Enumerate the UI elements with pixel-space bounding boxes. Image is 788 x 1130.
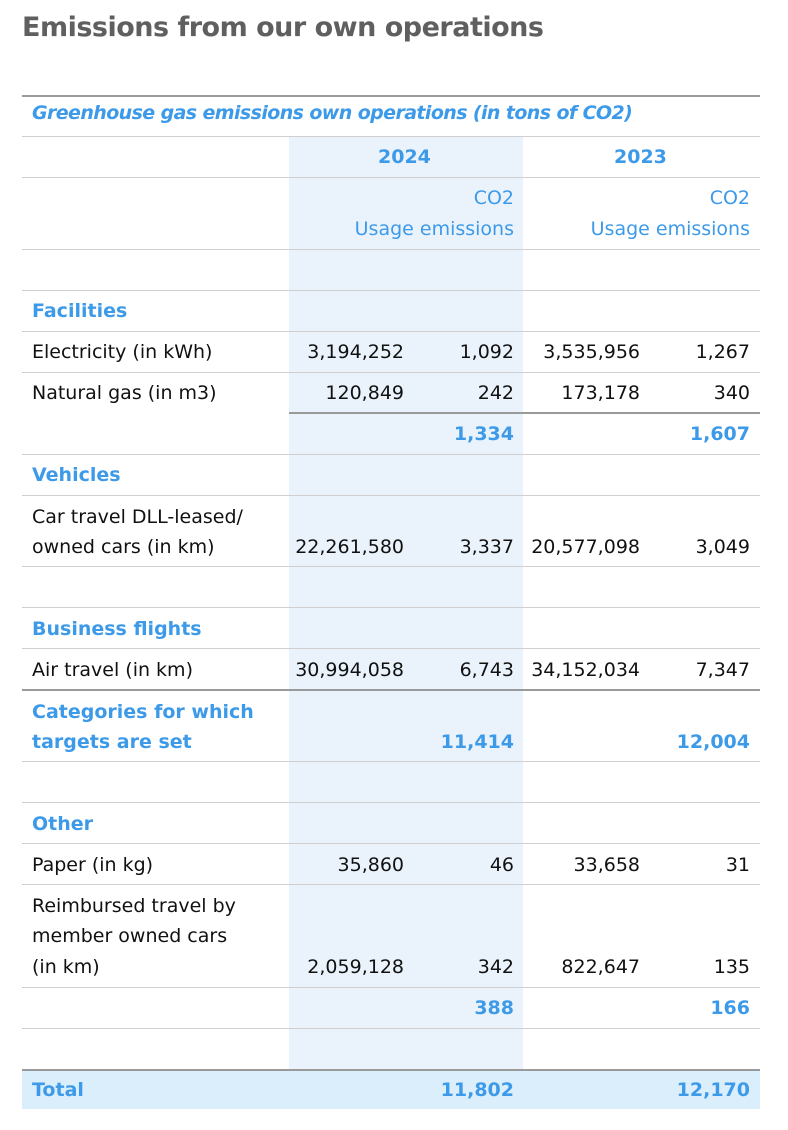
co2-header-2024: CO2 — [473, 187, 514, 209]
row-label-natural-gas: Natural gas (in m3) — [32, 382, 217, 404]
air-travel-usage-2023: 34,152,034 — [531, 659, 640, 681]
co2-header-2023: CO2 — [709, 187, 750, 209]
row-divider — [22, 495, 760, 496]
table-top-border — [22, 95, 760, 97]
row-divider — [22, 290, 760, 291]
row-divider — [22, 987, 760, 988]
paper-co2-2023: 31 — [725, 854, 750, 876]
targets-total-2023: 12,004 — [676, 731, 750, 753]
row-divider — [22, 802, 760, 803]
air-travel-co2-2023: 7,347 — [695, 659, 750, 681]
row-divider — [22, 372, 760, 373]
natural-gas-co2-2023: 340 — [713, 382, 750, 404]
row-label-car-travel-line1: Car travel DLL-leased/ — [32, 506, 243, 528]
row-divider — [22, 566, 760, 567]
paper-usage-2024: 35,860 — [337, 854, 404, 876]
natural-gas-usage-2023: 173,178 — [561, 382, 640, 404]
row-divider — [22, 331, 760, 332]
subtotal-rule — [289, 412, 760, 414]
natural-gas-co2-2024: 242 — [477, 382, 514, 404]
row-divider — [22, 136, 760, 137]
reimbursed-usage-2024: 2,059,128 — [307, 956, 404, 978]
row-divider — [22, 454, 760, 455]
air-travel-usage-2024: 30,994,058 — [295, 659, 404, 681]
car-travel-usage-2023: 20,577,098 — [531, 536, 640, 558]
other-subtotal-2024: 388 — [474, 997, 514, 1019]
row-label-electricity: Electricity (in kWh) — [32, 341, 213, 363]
row-label-air-travel: Air travel (in km) — [32, 659, 193, 681]
row-divider — [22, 607, 760, 608]
section-targets: Categories for which targets are set — [32, 701, 254, 753]
section-facilities: Facilities — [32, 300, 128, 322]
year-2023-header: 2023 — [614, 146, 667, 168]
reimbursed-usage-2023: 822,647 — [561, 956, 640, 978]
section-rule — [22, 689, 760, 691]
row-label-reimbursed-line3: (in km) — [32, 956, 100, 978]
row-label-total: Total — [32, 1079, 84, 1101]
car-travel-usage-2024: 22,261,580 — [295, 536, 404, 558]
reimbursed-co2-2024: 342 — [477, 956, 514, 978]
electricity-usage-2024: 3,194,252 — [307, 341, 404, 363]
row-divider — [22, 761, 760, 762]
row-label-reimbursed-line1: Reimbursed travel by — [32, 895, 236, 917]
reimbursed-co2-2023: 135 — [713, 956, 750, 978]
row-divider — [22, 648, 760, 649]
paper-usage-2023: 33,658 — [573, 854, 640, 876]
natural-gas-usage-2024: 120,849 — [325, 382, 404, 404]
facilities-subtotal-2024: 1,334 — [453, 423, 514, 445]
electricity-co2-2023: 1,267 — [695, 341, 750, 363]
paper-co2-2024: 46 — [489, 854, 514, 876]
row-label-reimbursed-line2: member owned cars — [32, 925, 228, 947]
facilities-subtotal-2023: 1,607 — [689, 423, 750, 445]
air-travel-co2-2024: 6,743 — [459, 659, 514, 681]
electricity-co2-2024: 1,092 — [459, 341, 514, 363]
year-2024-column-highlight — [289, 137, 523, 1070]
targets-total-2024: 11,414 — [440, 731, 514, 753]
electricity-usage-2023: 3,535,956 — [543, 341, 640, 363]
table-caption: Greenhouse gas emissions own operations (in tons of CO2) — [32, 102, 633, 124]
car-travel-co2-2024: 3,337 — [459, 536, 514, 558]
row-label-paper: Paper (in kg) — [32, 854, 154, 876]
total-row-background — [22, 1071, 760, 1109]
year-2024-header: 2024 — [378, 146, 431, 168]
usage-header-2023: Usage emissions — [590, 218, 750, 240]
section-business-flights: Business flights — [32, 618, 202, 640]
car-travel-co2-2023: 3,049 — [695, 536, 750, 558]
total-top-rule — [22, 1069, 760, 1071]
section-vehicles: Vehicles — [32, 464, 121, 486]
total-co2-2024: 11,802 — [440, 1079, 514, 1101]
page-title: Emissions from our own operations — [22, 12, 544, 43]
usage-header-2024: Usage emissions — [354, 218, 514, 240]
row-divider — [22, 884, 760, 885]
total-co2-2023: 12,170 — [676, 1079, 750, 1101]
row-label-car-travel-line2: owned cars (in km) — [32, 536, 215, 558]
row-divider — [22, 177, 760, 178]
row-divider — [22, 843, 760, 844]
other-subtotal-2023: 166 — [710, 997, 750, 1019]
section-other: Other — [32, 813, 94, 835]
row-divider — [22, 1028, 760, 1029]
row-divider — [22, 249, 760, 250]
